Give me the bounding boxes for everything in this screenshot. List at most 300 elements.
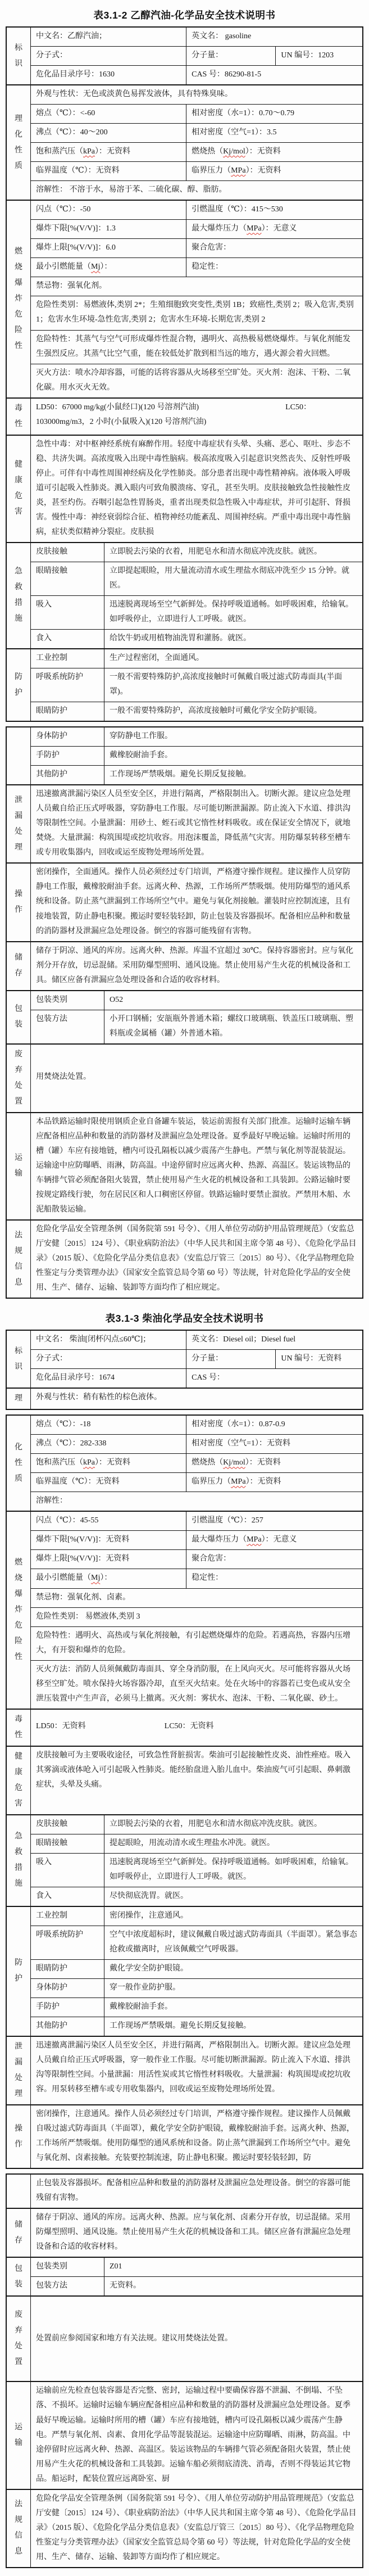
table-cell: 分子量： — [186, 1350, 275, 1368]
section-label — [7, 2490, 31, 2567]
table-cell: 皮肤接触可为主要吸收途径，可致急性肾脏损害。柴油可引起接触性皮炎、油性痤疮。吸入其雾滴或液体呛入可引起吸入性肺炎。能经胎盘进入胎儿血中。柴油废气可引起眼、鼻刺激症状，头晕及头痛。 — [36, 1751, 350, 1789]
table-row — [31, 2175, 362, 2208]
section-label-text: 理化性质 — [14, 114, 22, 170]
section-label-text: 标识 — [14, 43, 22, 68]
table-cell: 爆炸上限[%(V/V)]：无资料 — [36, 1554, 130, 1563]
section-rows — [31, 727, 362, 784]
section-rows — [31, 864, 362, 941]
section-label-text: 操作 — [14, 889, 22, 914]
table-cell: 溶解性： — [36, 1497, 67, 1506]
table-row — [31, 1569, 362, 1588]
table-cell: 穿防静电工作服。 — [104, 727, 362, 746]
section-label — [7, 1331, 31, 1388]
table-row — [31, 85, 362, 104]
section-label-text: 法规信息 — [14, 1231, 22, 1287]
section-label-text: 健康危害 — [14, 460, 22, 517]
table-part — [6, 1330, 363, 1410]
section-rows — [31, 991, 362, 1043]
table-cell: 危险特性：其蒸气与空气可形成爆炸性混合物，遇明火、高热极易燃烧爆炸。与氧化剂能发生强烈反应。其蒸气比空气重，能在较低处扩散到相当远的地方，遇火源会着火回燃。 — [36, 335, 350, 358]
table-row — [31, 1959, 362, 1978]
table-cell: 最大爆炸压力（MPa）：无意义 — [186, 1531, 362, 1549]
table-cell: 迅速撤离泄漏污染区人员至安全区，并进行隔离，严格限制出入。切断火源。建议应急处理人员戴自给正压式呼吸器，穿防静电工作服。尽可能切断泄漏源。防止流入下水道、排洪沟等限制性空间。小量泄漏：用砂土、蛭石或其它惰性材料吸收。或在保证安全情况下，就地焚烧。大量泄漏：构筑围堤或挖坑收容。用泡沫覆盖，降低蒸气灾害。用防爆泵转移至槽车或专用收集器内，回收或运至废物处理场所处置。 — [36, 790, 350, 857]
table-1-title: 表3.1-2 乙醇汽油-化学品安全技术说明书 — [93, 10, 276, 21]
table-cell: 分子量： — [186, 47, 275, 65]
table-part — [6, 726, 363, 1299]
spellcheck-squiggle: MPa — [247, 1535, 262, 1544]
section-label — [7, 85, 31, 200]
section-label — [7, 436, 31, 542]
table-row — [31, 2258, 362, 2276]
table-cell: 吸入 — [36, 1858, 52, 1867]
table-row — [31, 1010, 362, 1043]
table-cell: 灭火方法：喷水冷却容器，可能的话将容器从火场移至空旷处。灭火剂：泡沫、干粉、二氧化碳。用水灭火无效。 — [36, 368, 350, 392]
table-row — [31, 991, 362, 1010]
table-section — [7, 1416, 362, 1511]
section-label-text: 急救措施 — [14, 567, 22, 623]
msds-table-ethanol-gasoline — [6, 26, 363, 1299]
table-row — [31, 436, 362, 542]
section-label — [7, 1815, 31, 1906]
table-section — [7, 2295, 362, 2381]
table-cell: 危险性类别： 易燃液体,类别 3 — [36, 1612, 140, 1621]
table-cell: 处置前应参阅国家和地方有关法规。建议用焚烧法处置。 — [36, 2334, 233, 2343]
table-cell: 工作现场严禁吸烟。避免长期反复接触。 — [104, 766, 362, 784]
section-label — [7, 2209, 31, 2257]
section-label — [7, 1416, 31, 1511]
table-cell: 储存于阴凉、通风的库房。远离火种、热源。库温不宜超过 30℃。保持容器密封。应与氧化剂分开存放，切忌混储。采用防爆型照明、通风设施。禁止使用易产生火花的机械设备和工具。储区应备有泄漏应急处理设备和合适的收容材料。 — [36, 946, 354, 984]
section-rows — [31, 399, 362, 435]
table-cell: 熔点（℃）：<-60 — [36, 109, 95, 118]
table-cell: 迅速脱离现场至空气新鲜处。保持呼吸道通畅。如呼吸困难，给输氧。如呼吸停止，立即进行人工呼吸。就医。 — [104, 596, 362, 629]
table-cell: 包装方法 — [36, 2281, 67, 2290]
table-row — [31, 1660, 362, 1709]
table-section — [7, 1043, 362, 1112]
table-cell: 止包装及容器损坏。配备相应品种和数量的消防器材及泄漏应急处理设备。倒空的容器可能残留有害物。 — [36, 2179, 350, 2203]
table-cell: 提起眼睑，用流动清水或生理盐水冲洗。就医。 — [104, 1834, 362, 1853]
section-label-text: 毒性 — [14, 404, 22, 428]
table-cell: 临界温度（℃）：无资料 — [36, 166, 120, 175]
table-cell: 包装类别 — [36, 2262, 67, 2271]
section-label-text: 防护 — [14, 1959, 22, 1983]
table-cell: 引燃温度（℃）：415～530 — [186, 201, 362, 219]
section-label-text: 废弃处置 — [14, 2311, 22, 2367]
spellcheck-squiggle: Kj/mol — [223, 147, 245, 156]
table-row — [31, 1588, 362, 1607]
table-cell: 危险化学品安全管理条例（国务院第 591 号令）、《用人单位劳动防护用品管理规范》（安监总厅安健〔2015〕124 号）、《职业病防治法》（中华人民共和国主席令第 48 号）、《危险化学品目录》（2015 版）、《危险化学品分类信息表》（安监总厅管三〔2015〕80 号）、《化学品物理危险性鉴定与分类管理办法》（国家安全监管总局令第 60 号）等法规，针对危险化学品的安全使用、生产、储存、运输、装卸等方面均作了相应规定。 — [36, 2494, 357, 2561]
section-rows — [31, 1331, 362, 1388]
section-label — [7, 2037, 31, 2104]
table-section — [7, 784, 362, 862]
table-cell: UN 编号：1203 — [275, 47, 362, 65]
table-cell: 饱和蒸汽压（kPa）：无资料 — [36, 1458, 130, 1467]
section-rows — [31, 85, 362, 200]
table-cell: 危化品目录序号：1674 — [36, 1373, 115, 1382]
table-cell: 稳定性： — [186, 1569, 362, 1588]
section-rows — [31, 28, 362, 84]
table-row — [31, 1492, 362, 1511]
table-section — [7, 862, 362, 941]
table-part — [6, 2173, 363, 2568]
table-cell: 立即脱去污染的衣着，用肥皂水和清水彻底冲洗皮肤。就医。 — [104, 1815, 362, 1834]
section-label-text: 理 — [14, 1394, 22, 1403]
table-cell: 分子式： — [36, 1354, 67, 1363]
table-section — [7, 28, 362, 84]
table-row — [31, 746, 362, 765]
table-cell: 呼吸系统防护 — [36, 1930, 83, 1939]
table-cell: 身体防护 — [36, 1983, 67, 1992]
section-label — [7, 942, 31, 990]
section-label — [7, 1512, 31, 1708]
section-rows — [31, 436, 362, 542]
table-cell: 呼吸系统防护 — [36, 673, 83, 682]
section-label-text: 包装 — [14, 2264, 22, 2289]
table-cell: 储存于阴凉、通风的库房。远离火种、热源。应与氧化剂、卤素分开存放，切忌混储。采用防爆型照明、通风设施。禁止使用易产生火花的机械设备和工具。储区应备有泄漏应急处理设备和合适的收容材料。 — [36, 2213, 350, 2252]
section-label — [7, 1747, 31, 1814]
table-cell: 相对密度（水=1）：0.87-0.9 — [186, 1416, 362, 1434]
section-rows — [31, 543, 362, 648]
table-row — [31, 399, 362, 432]
table-cell: 工作现场严禁吸烟。避免长期反复接触。 — [104, 2017, 362, 2036]
table-cell: 戴橡胶耐油手套。 — [104, 1998, 362, 2017]
table-cell: LD50：67000 mg/kg(小鼠经口)(120 号溶剂汽油) LC50：103000mg/m3，2 小时(小鼠吸入)(120 号溶剂汽油) — [36, 403, 311, 426]
table-cell: CAS 号： — [186, 1369, 362, 1388]
table-cell: 相对密度（空气=1）：3.5 — [186, 124, 362, 142]
table-cell: 灭火方法：消防人员须佩戴防毒面具、穿全身消防服，在上风向灭火。尽可能将容器从火场移至空旷处。喷水保持火场容器冷却，直至灭火结束。处在火场中的容器若已变色或从安全泄压装置中产生声音，必须马上撤离。灭火剂：雾状水、泡沫、干粉、二氧化碳、砂土。 — [36, 1665, 350, 1703]
table-row — [31, 668, 362, 702]
section-label-text: 燃烧爆炸危险性 — [14, 1558, 22, 1662]
spellcheck-squiggle: MPa — [231, 166, 246, 175]
table-row — [31, 1834, 362, 1853]
table-row — [31, 1113, 362, 1219]
section-label-text: 燃烧爆炸危险性 — [14, 247, 22, 350]
table-cell: 尽快彻底洗胃。就医。 — [104, 1887, 362, 1906]
table-section — [7, 435, 362, 542]
table-row — [31, 2490, 362, 2567]
table-cell: 穿一般作业防护服。 — [104, 1979, 362, 1997]
table-cell: 外观与性状：无色或淡黄色易挥发液体，具有特殊臭味。 — [36, 90, 233, 99]
section-label — [7, 2382, 31, 2488]
table-cell: 空气中浓度超标时，建议佩戴自吸过滤式防毒面具（半面罩）。紧急事态抢救或撤离时，应该佩戴空气呼吸器。 — [104, 1926, 362, 1959]
table-cell: 戴橡胶耐油手套。 — [104, 747, 362, 765]
section-rows — [31, 2037, 362, 2104]
table-cell: 工业控制 — [36, 1911, 67, 1920]
spellcheck-squiggle: kPa — [83, 147, 95, 156]
table-section — [7, 1709, 362, 1746]
table-cell: 其他防护 — [36, 770, 67, 779]
table-cell: 熔点（℃）：-18 — [36, 1420, 91, 1429]
table-section — [7, 1388, 362, 1409]
table-row — [31, 142, 362, 161]
table-cell: 工业控制 — [36, 654, 67, 663]
table-row — [31, 2209, 362, 2257]
table-row — [31, 2382, 362, 2488]
section-label-text: 标识 — [14, 1346, 22, 1371]
table-section — [7, 1511, 362, 1708]
table-cell: Z01 — [104, 2258, 362, 2276]
table-row — [31, 562, 362, 595]
spellcheck-squiggle: kPa — [83, 1458, 95, 1467]
table-cell: 沸点（℃）：40～200 — [36, 128, 108, 137]
table-cell: 吸入 — [36, 600, 52, 609]
table-cell: 立即提起眼睑，用大量流动清水或生理盐水彻底冲洗至少 15 分钟。就医。 — [104, 562, 362, 595]
table-row — [31, 1907, 362, 1926]
table-section — [7, 542, 362, 648]
section-label-text: 法规信息 — [14, 2500, 22, 2556]
spellcheck-squiggle: Kj/mol — [223, 1458, 245, 1467]
table-section — [7, 648, 362, 721]
table-cell: 闪点（℃）：45-55 — [36, 1516, 99, 1525]
section-label — [7, 28, 31, 84]
table-row — [31, 649, 362, 668]
table-cell: UN 编号：无资料 — [275, 1350, 362, 1368]
table-section — [7, 397, 362, 435]
table-row — [31, 123, 362, 142]
table-row — [31, 1045, 362, 1111]
table-row — [31, 1349, 362, 1368]
table-cell: 危险特性：遇明火、高热或与氧化剂接触，有引起燃烧爆炸的危险。若遇高热，容器内压增大，有开裂和爆炸的危险。 — [36, 1631, 350, 1655]
section-label-text: 储存 — [14, 2220, 22, 2245]
section-label-text: 防护 — [14, 672, 22, 697]
table-cell: 聚合危害： — [186, 1550, 362, 1569]
section-label — [7, 991, 31, 1043]
table-cell: 身体防护 — [36, 732, 67, 741]
section-label — [7, 649, 31, 721]
table-part — [6, 1414, 363, 2169]
section-rows — [31, 2105, 362, 2168]
section-label — [7, 1045, 31, 1112]
spellcheck-squiggle: MPa — [247, 224, 262, 233]
table-section — [7, 1746, 362, 1814]
table-row — [31, 1997, 362, 2017]
table-cell: 无资料。 — [104, 2277, 362, 2295]
table-row — [31, 238, 362, 257]
table-cell: 其他防护 — [36, 2022, 67, 2031]
section-label — [7, 1221, 31, 1298]
table-cell: 包装类别 — [36, 995, 67, 1004]
section-rows — [31, 942, 362, 990]
table-cell: 稳定性： — [186, 258, 362, 277]
section-rows — [31, 649, 362, 721]
table-row — [31, 1416, 362, 1434]
table-row — [31, 28, 362, 46]
table-cell: 中文名：乙醇汽油； — [36, 32, 107, 40]
table-cell: 运输前应先检查包装容器是否完整、密封，运输过程中要确保容器不泄漏、不倒塌、不坠落、不损坏。运输时运输车辆应配备相应品种和数量的消防器材及泄漏应急处理设备。夏季最好早晚运输。运输时所用的槽（罐）车应有接地链，槽内可设孔隔板以减少震荡产生静电。严禁与氧化剂、卤素、食用化学品等混装混运。运输途中应防曝晒、雨淋，防高温。中途停留时应远离火种、热源、高温区。装运该物品的车辆排气管必须配备阻火装置，禁止使用易产生火花的机械设备和工具装卸。运输车船必须彻底清洗、消毒，否则不得装运其它物品。船运时，配装位置应远离卧室、厨 — [36, 2387, 350, 2483]
table-cell: 中文名： 柴油[闭杯闪点≤60℃]； — [36, 1335, 151, 1344]
table-cell: 聚合危害： — [186, 239, 362, 257]
table-row — [31, 1853, 362, 1887]
table-cell: 密闭操作，全面通风。操作人员必须经过专门培训，严格遵守操作规程。建议操作人员穿防静电工作服，戴橡胶耐油手套。远离火种、热源，工作场所严禁吸烟。使用防爆型的通风系统和设备。防止蒸气泄漏到工作场所空气中。避免与氧化剂接触。灌装时应控制流速，且有接地装置，防止静电积聚。搬运时要轻装轻卸，防止包装及容器损坏。配备相应品种和数量的消防器材及泄漏应急处理设备。倒空的容器可能残留有害物。 — [36, 868, 350, 936]
table-row — [31, 543, 362, 562]
table-row — [31, 219, 362, 238]
table-cell: 用焚烧法处置。 — [36, 1073, 91, 1082]
section-rows — [31, 201, 362, 397]
table-cell: 戴化学安全防护眼镜。 — [104, 1960, 362, 1978]
table-section — [7, 727, 362, 784]
table-cell: 最小引燃能量（Mj）： — [36, 1574, 112, 1583]
table-cell: O52 — [104, 991, 362, 1010]
section-rows — [31, 1389, 362, 1409]
table-section — [7, 2036, 362, 2104]
section-label-text: 储存 — [14, 953, 22, 978]
table-cell: 密闭操作，注意通风。操作人员必须经过专门培训，严格遵守操作规程。建议操作人员佩戴自吸过滤式防毒面具（半面罩），戴化学安全防护眼镜，戴橡胶耐油手套。远离火种、热源，工作场所严禁吸烟。使用防爆型的通风系统和设备。防止蒸气泄漏到工作场所空气中。避免与氧化剂、卤素接触。充装要控制流速，防止静电积聚。搬运时要轻装轻卸，防 — [36, 2110, 354, 2163]
table-cell: 英文名：Diesel oil；Diesel fuel — [186, 1331, 362, 1349]
table-cell: 燃烧热（Kj/mol）：无资料 — [186, 1454, 362, 1472]
section-label — [7, 727, 31, 784]
table-section — [7, 2104, 362, 2168]
section-rows — [31, 2258, 362, 2295]
table-section — [7, 2208, 362, 2257]
section-rows — [31, 2175, 362, 2208]
table-cell: 危险性类别：易燃液体,类别 2*；生殖细胞致突变性,类别 1B；致癌性,类别 2；吸入危害,类别 1；危害水生环境-急性危害,类别 2；危害水生环境-长期危害,类别 2 — [36, 301, 354, 324]
table-cell: 一般不需要特殊防护,高浓度接触时可佩戴自吸过滤式防毒面具(半面罩)。 — [104, 668, 362, 702]
section-label-text: 毒性 — [14, 1715, 22, 1739]
table-cell: 眼睛防护 — [36, 1964, 67, 1973]
table-row — [31, 2037, 362, 2099]
table-row — [31, 1549, 362, 1569]
section-rows — [31, 2297, 362, 2381]
table-row — [31, 1978, 362, 1997]
table-2-title: 表3.1-3 柴油化学品安全技术说明书 — [105, 1313, 264, 1325]
table-row — [31, 1626, 362, 1660]
table-cell: 一般不需要特殊防护，高浓度接触时可戴化学安全防护眼镜。 — [104, 702, 362, 721]
table-cell: 英文名： gasoline — [186, 28, 362, 46]
table-cell: 眼睛接触 — [36, 1838, 67, 1847]
table-row — [31, 864, 362, 941]
table-cell: 禁忌物：强氧化剂、卤素。 — [36, 1593, 130, 1602]
section-label — [7, 2297, 31, 2381]
section-rows — [31, 2209, 362, 2257]
table-row — [31, 702, 362, 721]
table-cell: 危化品目录序号：1630 — [36, 70, 115, 79]
table-section — [7, 2381, 362, 2488]
table-cell: 爆炸下限[%(V/V)]：1.3 — [36, 224, 116, 233]
table-row — [31, 1747, 362, 1795]
table-row — [31, 1926, 362, 1959]
table-cell: LD50：无资料 LC50：无资料 — [36, 1722, 214, 1731]
table-cell: 食入 — [36, 1891, 52, 1900]
section-rows — [31, 1907, 362, 2036]
table-row — [31, 2297, 362, 2381]
table-cell: 溶解性： 不溶于水，易溶于苯、二硫化碳、醇、脂肪。 — [36, 186, 227, 195]
table-cell: 给饮牛奶或用植物油洗胃和灌肠。就医。 — [104, 630, 362, 648]
table-cell: 最大爆炸压力（MPa）：无意义 — [186, 220, 362, 238]
table-cell: 临界温度（℃）：无资料 — [36, 1477, 120, 1486]
table-part — [6, 26, 363, 722]
section-rows — [31, 1747, 362, 1814]
section-label — [7, 1389, 31, 1409]
section-rows — [31, 1512, 362, 1708]
table-row — [31, 1607, 362, 1626]
section-rows — [31, 1416, 362, 1511]
table-section — [7, 1906, 362, 2036]
table-row — [31, 629, 362, 648]
section-label — [7, 2258, 31, 2295]
section-label — [7, 1113, 31, 1219]
table-row — [31, 46, 362, 65]
section-label-text: 运输 — [14, 1154, 22, 1178]
table-cell: 小开口钢桶；安瓿瓶外普通木箱；螺纹口玻璃瓶、铁盖压口玻璃瓶、塑料瓶或金属桶（罐）外普通木箱。 — [104, 1010, 362, 1043]
section-label-text: 泄漏处理 — [14, 2042, 22, 2099]
section-label-text: 泄漏处理 — [14, 796, 22, 852]
section-label — [7, 1710, 31, 1746]
table-cell: 禁忌物：强氧化剂。 — [36, 282, 107, 291]
table-cell: 分子式： — [36, 51, 67, 60]
table-row — [31, 180, 362, 200]
table-cell: 临界压力（MPa）：无资料 — [186, 1473, 362, 1492]
section-label — [7, 399, 31, 435]
table-row — [31, 1331, 362, 1349]
table-cell: 迅速脱离现场至空气新鲜处。保持呼吸道通畅。如呼吸困难，给输氧。如呼吸停止，立即进行人工呼吸。就医。 — [104, 1854, 362, 1887]
section-rows — [31, 2490, 362, 2567]
table-cell: 闪点（℃）：-50 — [36, 205, 91, 214]
table-cell: 密闭操作，注意通风。 — [104, 1907, 362, 1926]
section-label-text: 健康危害 — [14, 1752, 22, 1808]
table-row — [31, 364, 362, 397]
section-rows — [31, 1113, 362, 1219]
table-row — [31, 330, 362, 364]
table-section — [7, 990, 362, 1043]
table-cell: 爆炸下限[%(V/V)]：无资料 — [36, 1535, 130, 1544]
table-row — [31, 257, 362, 277]
section-label — [7, 543, 31, 648]
table-cell: 眼睛接触 — [36, 566, 67, 575]
table-cell: 爆炸上限[%(V/V)]：6.0 — [36, 243, 116, 252]
table-cell: 相对密度（空气=1）：无资料 — [186, 1435, 362, 1453]
table-section — [7, 2175, 362, 2208]
table-cell: 包装方法 — [36, 1014, 67, 1023]
section-rows — [31, 1221, 362, 1298]
table-row — [31, 1221, 362, 1298]
section-label — [7, 785, 31, 862]
table-cell: 饱和蒸汽压（kPa）：无资料 — [36, 147, 130, 156]
section-rows — [31, 1815, 362, 1906]
section-label-text: 化性质 — [14, 1443, 22, 1483]
table-cell: 迅速撤离泄漏污染区人员至安全区，并进行隔离，严格限制出入。切断火源。建议应急处理人员戴自给正压式呼吸器，穿一般作业工作服。尽可能切断泄漏源。防止流入下水道、排洪沟等限制性空间。小量泄漏：用活性炭或其它惰性材料吸收。大量泄漏：构筑围堤或挖坑收容。用泵转移至槽车或专用收集器内，回收或运至废物处理场所处置。 — [36, 2041, 350, 2094]
section-label — [7, 864, 31, 941]
table-row — [31, 277, 362, 296]
section-rows — [31, 2382, 362, 2488]
table-section — [7, 2257, 362, 2295]
table-row — [31, 296, 362, 329]
table-row — [31, 2105, 362, 2168]
table-row — [31, 765, 362, 784]
table-cell: 本品铁路运输时限使用钢质企业自备罐车装运，装运前需报有关部门批准。运输时运输车辆应配备相应品种和数量的消防器材及泄漏应急处理设备。夏季最好早晚运输。运输时所用的槽（罐）车应有接地链，槽内可设孔隔板以减少震荡产生静电。严禁与氧化剂等混装混运。运输途中应防曝晒、雨淋，防高温。中途停留时应远离火种、热源、高温区。装运该物品的车辆排气管必须配备阻火装置，禁止使用易产生火花的机械设备和工具装卸。公路运输时要按规定路线行驶，勿在居民区和人口稠密区停留。铁路运输时要禁止溜放。严禁用木船、水泥船散装运输。 — [36, 1117, 350, 1214]
table-row — [31, 1368, 362, 1388]
table-row — [31, 942, 362, 990]
table-cell: 皮肤接触 — [36, 547, 67, 556]
table-row — [31, 104, 362, 123]
table-cell: CAS 号：86290-81-5 — [186, 66, 362, 84]
table-row — [31, 1530, 362, 1549]
table-row — [31, 1389, 362, 1407]
spellcheck-squiggle: MPa — [231, 1477, 246, 1486]
table-row — [31, 785, 362, 862]
table-row — [31, 1453, 362, 1472]
table-cell: 急性中毒：对中枢神经系统有麻醉作用。轻度中毒症状有头晕、头痛、恶心、呕吐、步态不稳、共济失调。高浓度吸入出现中毒性脑病。极高浓度吸入引起意识突然丧失、反射性呼吸停止。可伴有中毒性周围神经病及化学性肺炎。部分患者出现中毒性精神病。液体吸入呼吸道可引起吸入性肺炎。溅入眼内可致角膜溃疡、穿孔，甚至失明。皮肤接触致急性接触性皮炎，甚至灼伤。吞咽引起急性胃肠炎，重者出现类似急性吸入中毒症状，并可引起肝、肾损害。慢性中毒：神经衰弱综合征、植物神经功能紊乱、周围神经病。严重中毒出现中毒性脑病，症状类似精神分裂症。皮肤损 — [36, 440, 350, 536]
table-cell: 皮肤接触 — [36, 1819, 67, 1828]
table-section — [7, 1219, 362, 1298]
table-cell: 手防护 — [36, 751, 60, 760]
table-cell: 相对密度（水=1）：0.70～0.79 — [186, 105, 362, 123]
table-section — [7, 1331, 362, 1388]
section-rows — [31, 1710, 362, 1746]
table-cell: 眼睛防护 — [36, 707, 67, 716]
table-section — [7, 941, 362, 990]
table-cell: 临界压力（MPa）：无资料 — [186, 162, 362, 180]
table-row — [31, 1815, 362, 1834]
section-label — [7, 2175, 31, 2208]
table-section — [7, 2489, 362, 2567]
